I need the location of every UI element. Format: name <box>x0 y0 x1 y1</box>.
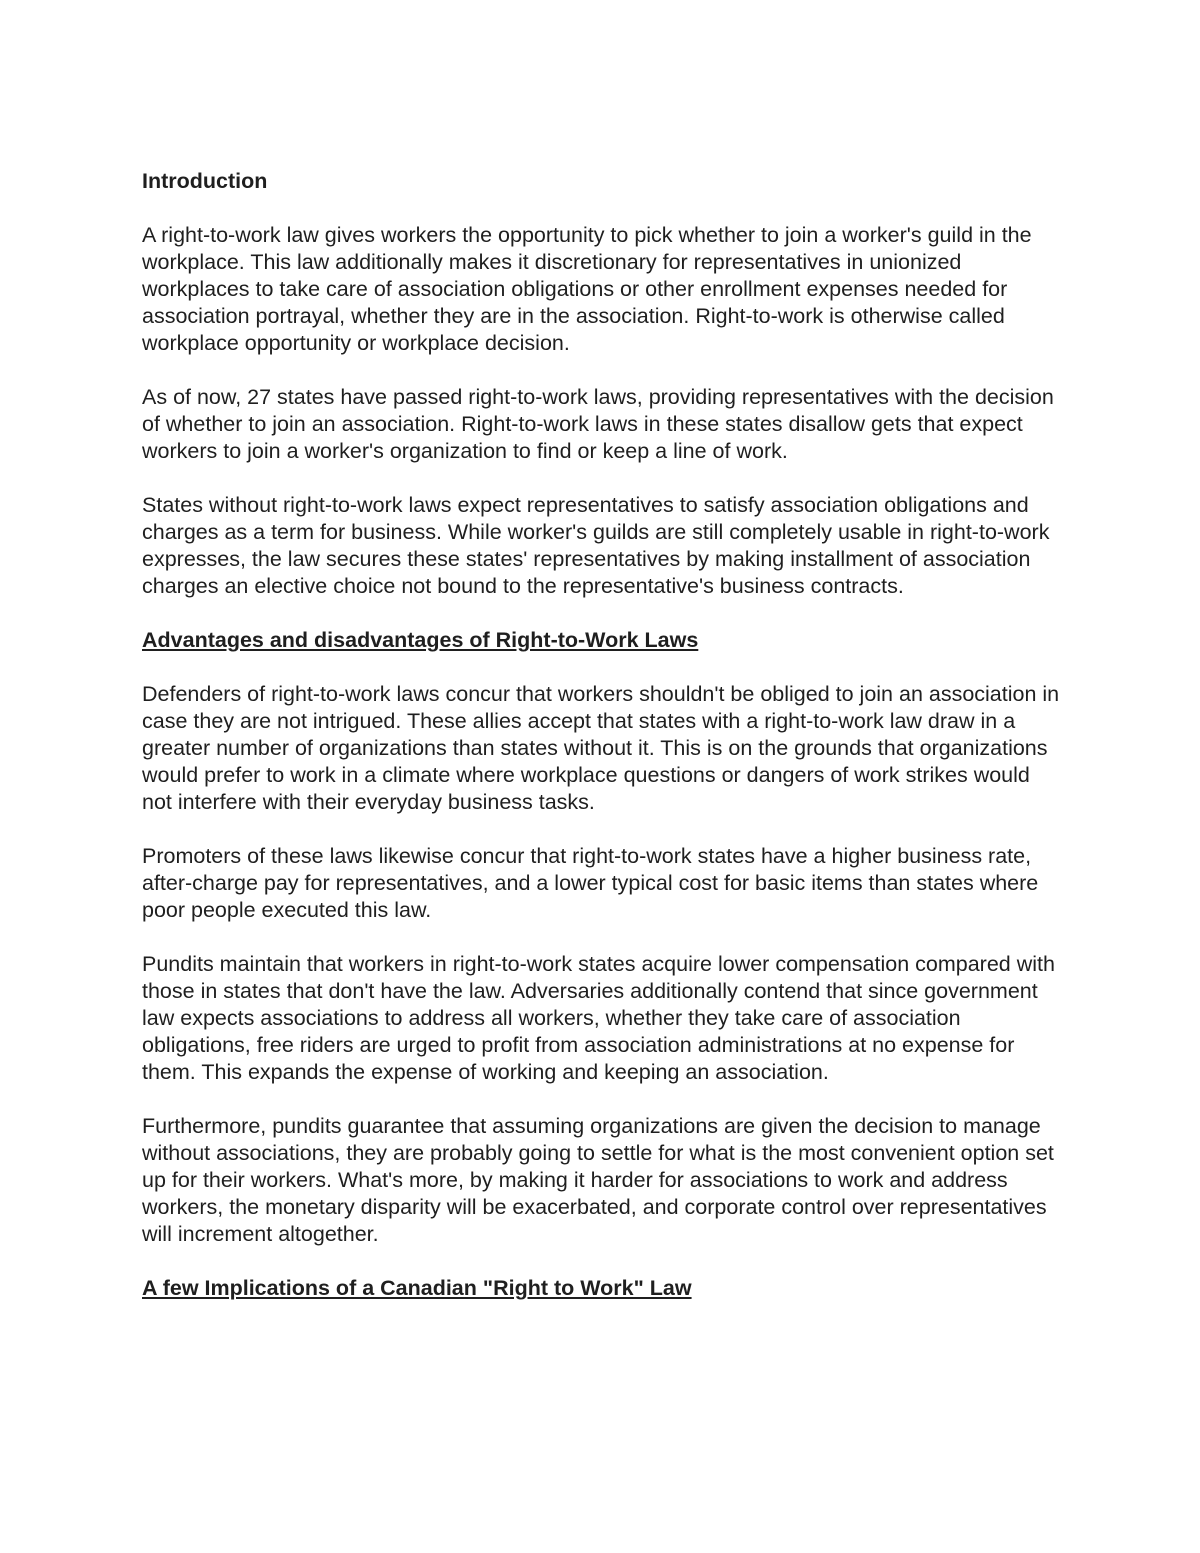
paragraph: Furthermore, pundits guarantee that assuming organizations are given the decision to manage without associations, they are probably going to settle for what is the most convenient option set up for their workers. What's more, by making it harder for associations to work and address workers, the monetary disparity will be exacerbated, and corporate control over representatives will increment altogether. <box>142 1114 1054 1246</box>
document-page <box>142 168 1062 1329</box>
paragraph: A right-to-work law gives workers the opportunity to pick whether to join a worker's guild in the workplace. This law additionally makes it discretionary for representatives in unionized workplaces to take care of association obligations or other enrollment expenses needed for association portrayal, whether they are in the association. Right-to-work is otherwise called workplace opportunity or workplace decision. <box>142 223 1032 355</box>
paragraph: Promoters of these laws likewise concur that right-to-work states have a higher business rate, after-charge pay for representatives, and a lower typical cost for basic items than states where poor people executed this law. <box>142 844 1039 922</box>
paragraph: Defenders of right-to-work laws concur that workers shouldn't be obliged to join an association in case they are not intrigued. These allies accept that states with a right-to-work law draw in a greater number of organizations than states without it. This is on the grounds that organizations would prefer to work in a climate where workplace questions or dangers of work strikes would not interfere with their everyday business tasks. <box>142 682 1060 814</box>
section-heading-introduction: Introduction <box>142 169 268 193</box>
section-heading-canadian-implications: A few Implications of a Canadian "Right to Work" Law <box>142 1276 692 1300</box>
paragraph: Pundits maintain that workers in right-to-work states acquire lower compensation compared with those in states that don't have the law. Adversaries additionally contend that since government law expects associations to address all workers, whether they take care of association obligations, free riders are urged to profit from association administrations at no expense for them. This expands the expense of working and keeping an association. <box>142 952 1055 1084</box>
section-heading-advantages: Advantages and disadvantages of Right-to-Work Laws <box>142 628 699 652</box>
paragraph: As of now, 27 states have passed right-to-work laws, providing representatives with the decision of whether to join an association. Right-to-work laws in these states disallow gets that expect workers to join a worker's organization to find or keep a line of work. <box>142 385 1054 463</box>
paragraph: States without right-to-work laws expect representatives to satisfy association obligations and charges as a term for business. While worker's guilds are still completely usable in right-to-work expresses, the law secures these states' representatives by making installment of association charges an elective choice not bound to the representative's business contracts. <box>142 493 1050 598</box>
